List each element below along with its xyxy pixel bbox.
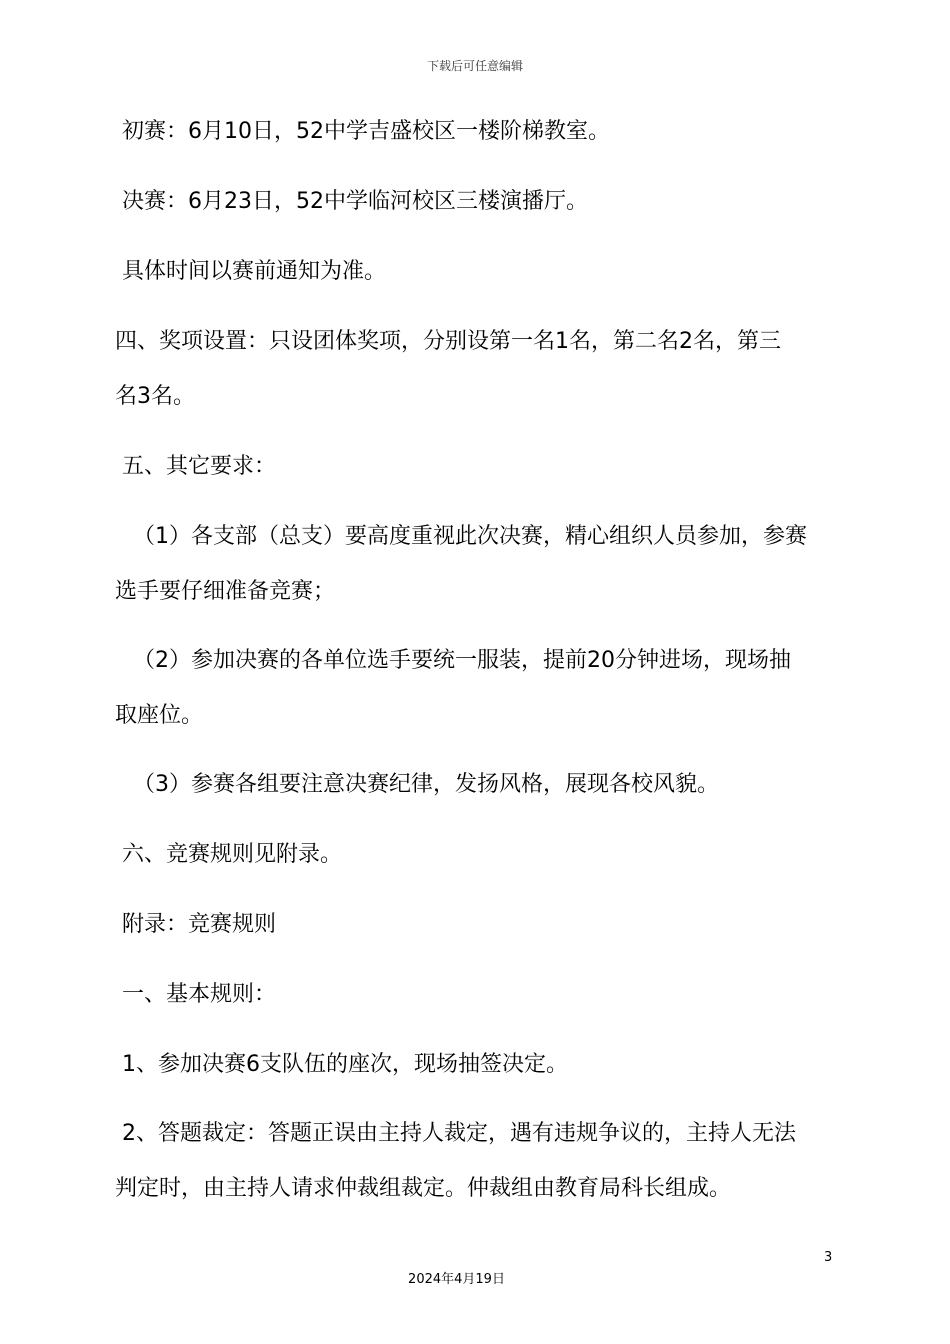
section-heading-other-requirements: 五、其它要求： — [122, 454, 277, 479]
text-line-rule-2-cont: 判定时，由主持人请求仲裁组裁定。仲裁组由教育局科长组成。 — [115, 1176, 732, 1201]
page-number: 3 — [824, 1250, 833, 1265]
text-line-rule-1: 1、参加决赛6支队伍的座次，现场抽签决定。 — [122, 1052, 568, 1077]
text-line-awards: 四、奖项设置：只设团体奖项，分别设第一名1名，第二名2名，第三 — [115, 329, 781, 354]
text-line-requirement-1-cont: 选手要仔细准备竞赛； — [115, 579, 336, 604]
section-heading-basic-rules: 一、基本规则： — [122, 982, 277, 1007]
text-line-requirement-3: （3）参赛各组要注意决赛纪律，发扬风格，展现各校风貌。 — [133, 772, 719, 797]
text-line-preliminary: 初赛：6月10日，52中学吉盛校区一楼阶梯教室。 — [122, 119, 610, 144]
header-note: 下载后可任意编辑 — [426, 59, 523, 73]
text-line-rule-2: 2、答题裁定：答题正误由主持人裁定，遇有违规争议的，主持人无法 — [122, 1121, 796, 1146]
text-line-requirement-1: （1）各支部（总支）要高度重视此次决赛，精心组织人员参加，参赛 — [133, 524, 807, 549]
text-line-awards-cont: 名3名。 — [115, 384, 195, 409]
text-line-time-note: 具体时间以赛前通知为准。 — [122, 259, 387, 284]
text-line-requirement-2: （2）参加决赛的各单位选手要统一服装，提前20分钟进场，现场抽 — [133, 648, 791, 673]
text-line-final: 决赛：6月23日，52中学临河校区三楼演播厅。 — [122, 189, 588, 214]
appendix-title: 附录：竞赛规则 — [122, 912, 277, 937]
text-line-requirement-2-cont: 取座位。 — [115, 703, 204, 728]
footer-date: 2024年4月19日 — [408, 1272, 505, 1287]
section-heading-rules-appendix: 六、竞赛规则见附录。 — [122, 842, 343, 867]
